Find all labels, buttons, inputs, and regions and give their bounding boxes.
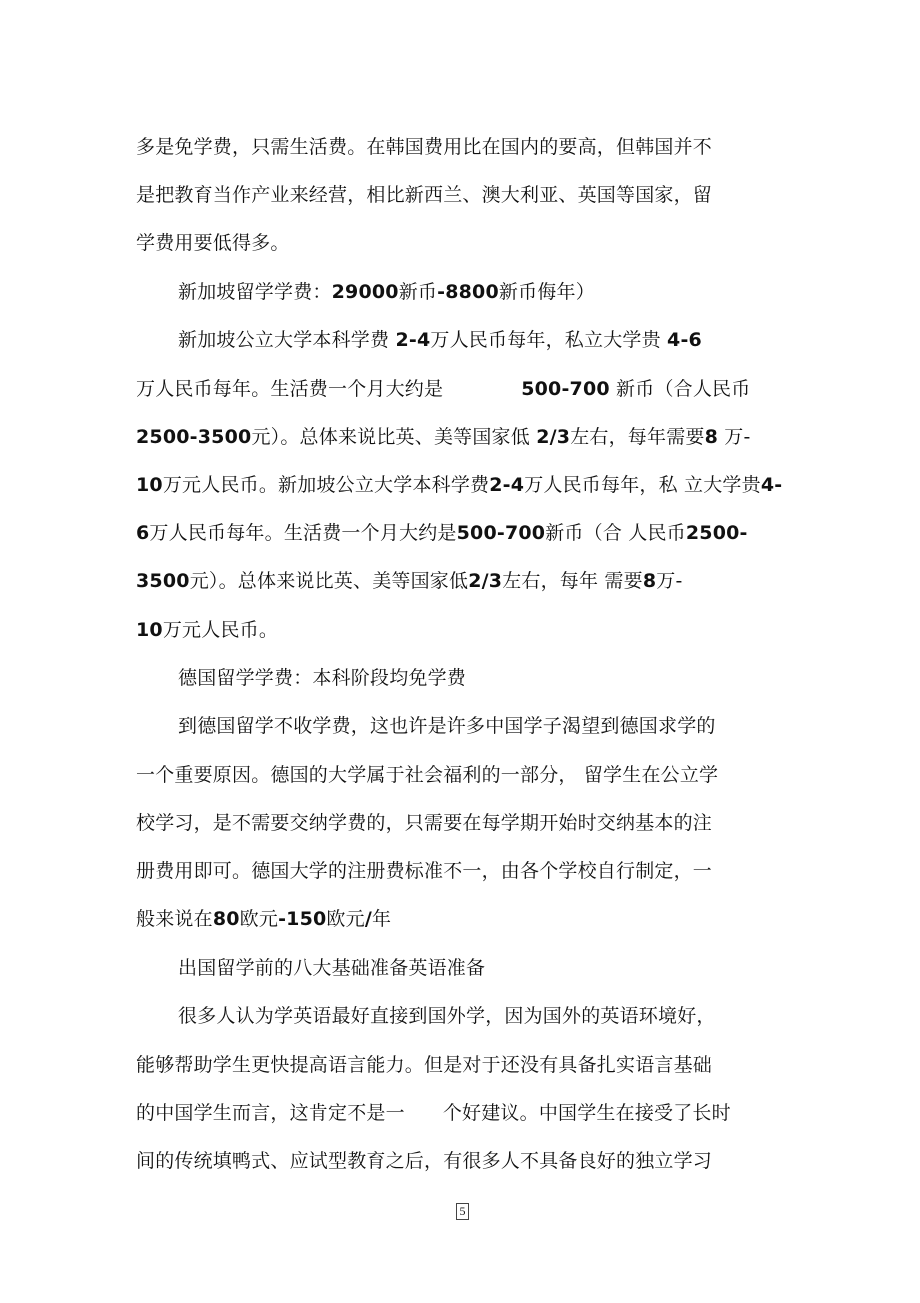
text-line <box>136 1100 731 1126</box>
text-run: 元）。总体来说比英、美等国家低 <box>251 426 537 448</box>
page-number: 5 <box>456 1203 469 1220</box>
text-run: 万元人民币。新加坡公立大学本科学费 <box>162 474 490 496</box>
text-line: 校学习，是不需要交纳学费的，只需要在每学期开始时交纳基本的注 <box>136 812 713 834</box>
text-line: 多是免学费，只需生活费。在韩国费用比在国内的要高，但韩国并不 <box>136 136 713 158</box>
text-run: 个好建议。中国学生在接受了长时 <box>442 1102 731 1124</box>
text-run: 左右，每年 需要 <box>502 570 643 592</box>
text-line: 是把教育当作产业来经营，相比新西兰、澳大利亚、英国等国家，留 <box>136 184 713 206</box>
text-run: 左右，每年需要 <box>570 426 705 448</box>
text-run: 4-6 <box>667 329 702 351</box>
text-run: / <box>364 908 372 930</box>
text-run: 500-700 <box>521 378 610 400</box>
text-line: 间的传统填鸭式、应试型教育之后，有很多人不具备良好的独立学习 <box>136 1150 713 1172</box>
text-run: 新加坡公立大学本科学费 <box>178 329 396 351</box>
text-line <box>136 472 782 498</box>
text-line: 一个重要原因。德国的大学属于社会福利的一部分， 留学生在公立学 <box>136 764 719 786</box>
text-run: 2500- <box>685 522 748 544</box>
text-run: 500-700 <box>456 522 546 544</box>
text-run: 8 <box>642 570 657 592</box>
text-run: 新币（合人民币 <box>609 378 751 400</box>
text-run: 般来说在 <box>136 908 213 930</box>
text-line: 能够帮助学生更快提高语言能力。但是对于还没有具备扎实语言基础 <box>136 1054 713 1076</box>
text-line: 到德国留学不收学费，这也许是许多中国学子渴望到德国求学的 <box>178 715 716 737</box>
text-line: 学费用要低得多。 <box>136 232 290 254</box>
text-run: 元）。总体来说比英、美等国家低 <box>189 570 469 592</box>
text-line <box>136 906 391 932</box>
text-run: 29000 <box>331 281 399 303</box>
text-run: 年 <box>371 908 392 930</box>
text-line <box>136 568 683 594</box>
text-run: 80 <box>212 908 240 930</box>
text-line <box>136 520 748 546</box>
text-run: 万人民币每年，私立大学贵 <box>430 329 668 351</box>
text-run: 10 <box>136 474 163 496</box>
text-run: 新币 <box>398 281 438 303</box>
text-run: 10 <box>136 619 163 641</box>
section-heading-germany: 德国留学学费：本科阶段均免学费 <box>178 667 467 689</box>
text-run: 万人民币每年。生活费一个月大约是 <box>149 522 457 544</box>
text-run: 欧元 <box>326 908 365 930</box>
text-run: 新币（合 人民币 <box>545 522 686 544</box>
section-heading-preparation: 出国留学前的八大基础准备英语准备 <box>178 957 486 979</box>
text-line <box>136 376 750 402</box>
text-line <box>178 327 702 353</box>
text-run: -150 <box>278 908 327 930</box>
text-run: 3500 <box>136 570 190 592</box>
text-run: 2500-3500 <box>136 426 252 448</box>
text-run: 6 <box>136 522 150 544</box>
text-run: 万人民币每年，私 立大学贵 <box>524 474 761 496</box>
text-run: 万- <box>718 426 751 448</box>
text-run: 的中国学生而言，这肯定不是一 <box>136 1102 405 1124</box>
text-line <box>136 424 751 450</box>
text-run: 4- <box>760 474 783 496</box>
section-heading-singapore <box>178 279 595 305</box>
text-run: 新币侮年） <box>498 281 595 303</box>
text-run: 万元人民币。 <box>162 619 279 641</box>
text-run: 2-4 <box>395 329 431 351</box>
text-line <box>136 617 278 643</box>
text-run: 8 <box>704 426 719 448</box>
text-run: 2/3 <box>536 426 571 448</box>
text-run: 欧元 <box>239 908 279 930</box>
text-run: 新加坡留学学费： <box>178 281 332 303</box>
text-run: 万人民币每年。生活费一个月大约是 <box>136 378 444 400</box>
text-line: 册费用即可。德国大学的注册费标准不一，由各个学校自行制定，一 <box>136 860 713 882</box>
text-run: -8800 <box>437 281 499 303</box>
text-run: 2/3 <box>468 570 503 592</box>
text-run: 2-4 <box>489 474 525 496</box>
text-line: 很多人认为学英语最好直接到国外学，因为国外的英语环境好， <box>178 1005 716 1027</box>
text-run: 万- <box>656 570 683 592</box>
